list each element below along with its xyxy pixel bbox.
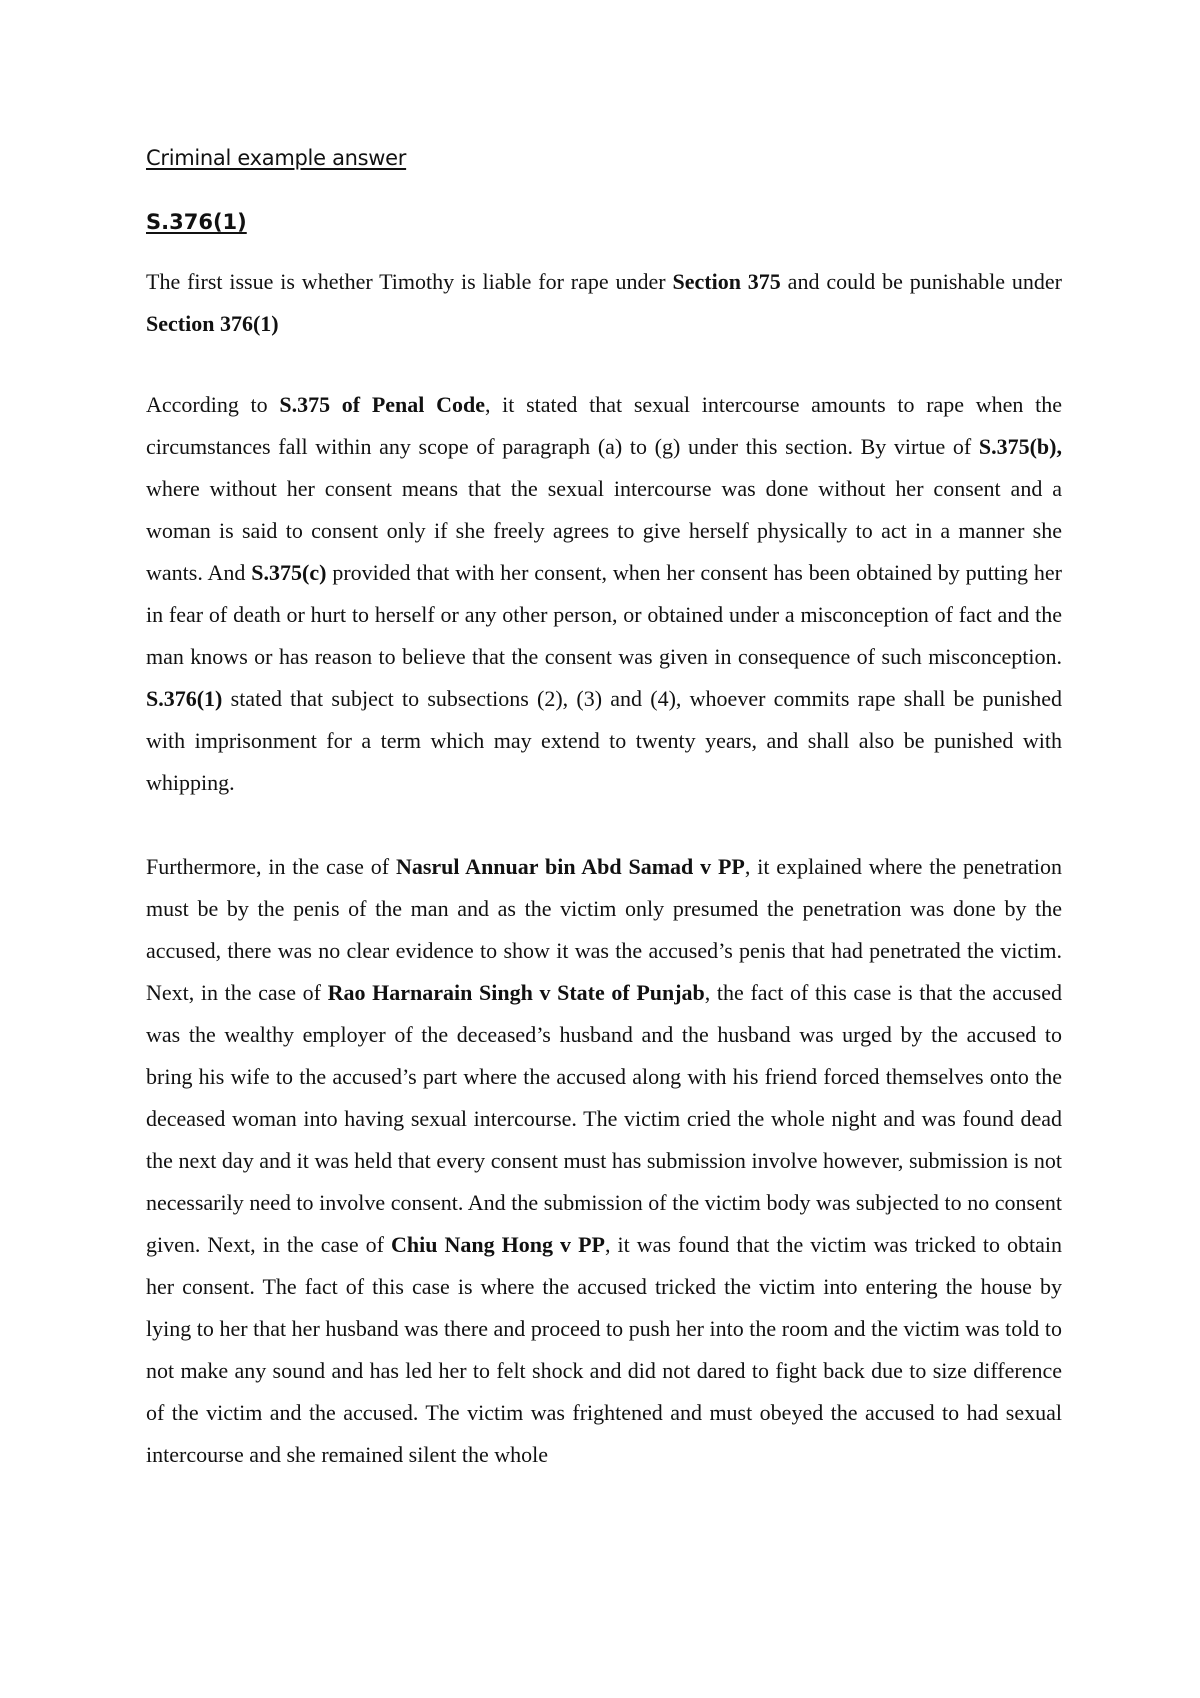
paragraph-text: The first issue is whether Timothy is liable for rape under	[146, 269, 673, 294]
paragraph-text: stated that subject to subsections (2), (3) and (4), whoever commits rape shall be punished with imprisonment for a term which may extend to twenty years, and shall also be punished with whipping.	[146, 686, 1062, 795]
paragraph-text: , the fact of this case is that the accused was the wealthy employer of the deceased’s husband and the husband was urged by the accused to bring his wife to the accused’s part where the accused along with his friend forced themselves onto the deceased woman into having sexual intercourse. The victim cried the whole night and was found dead the next day and it was held that every consent must has submission involve however, submission is not necessarily need to involve consent. And the submission of the victim body was subjected to no consent given. Next, in the case of	[146, 980, 1062, 1257]
citation-reference: S.375(c)	[251, 560, 327, 585]
paragraph-cases	[146, 846, 1062, 1476]
paragraph-text: where without her consent means that the sexual intercourse was done without her consent and a woman is said to consent only if she freely agrees to give herself physically to act in a manner she wants. And	[146, 476, 1062, 585]
citation-reference: Chiu Nang Hong v PP	[391, 1232, 605, 1257]
paragraph-text: , it explained where the penetration must be by the penis of the man and as the victim only presumed the penetration was done by the accused, there was no clear evidence to show it was the accused’s penis that had penetrated the victim. Next, in the case of	[146, 854, 1062, 1005]
citation-reference: Rao Harnarain Singh v State of Punjab	[327, 980, 705, 1005]
document-title: Criminal example answer	[146, 146, 407, 170]
paragraph-text: provided that with her consent, when her consent has been obtained by putting her in fear of death or hurt to herself or any other person, or obtained under a misconception of fact and the man knows or has reason to believe that the consent was given in consequence of such misconception.	[146, 560, 1062, 669]
paragraph-law	[146, 384, 1062, 804]
citation-reference: Nasrul Annuar bin Abd Samad v PP	[395, 854, 745, 879]
citation-reference: S.375(b),	[978, 434, 1062, 459]
paragraph-text: , it stated that sexual intercourse amounts to rape when the circumstances fall within any scope of paragraph (a) to (g) under this section. By virtue of	[146, 392, 1063, 459]
citation-reference: S.375 of Penal Code	[279, 392, 485, 417]
paragraph-text: Furthermore, in the case of	[146, 854, 396, 879]
paragraph-text: According to	[146, 392, 280, 417]
paragraph-text: , it was found that the victim was tricked to obtain her consent. The fact of this case is where the accused tricked the victim into entering the house by lying to her that her husband was there and proceed to push her into the room and the victim was told to not make any sound and has led her to felt shock and did not dared to fight back due to size difference of the victim and the accused. The victim was frightened and must obeyed the accused to had sexual intercourse and she remained silent the whole	[146, 1232, 1062, 1467]
section-heading: S.376(1)	[146, 210, 247, 234]
citation-reference: Section 376(1)	[146, 311, 279, 336]
paragraph-text: and could be punishable under	[780, 269, 1062, 294]
paragraph-issue	[146, 261, 1062, 345]
citation-reference: S.376(1)	[146, 686, 223, 711]
citation-reference: Section 375	[672, 269, 781, 294]
